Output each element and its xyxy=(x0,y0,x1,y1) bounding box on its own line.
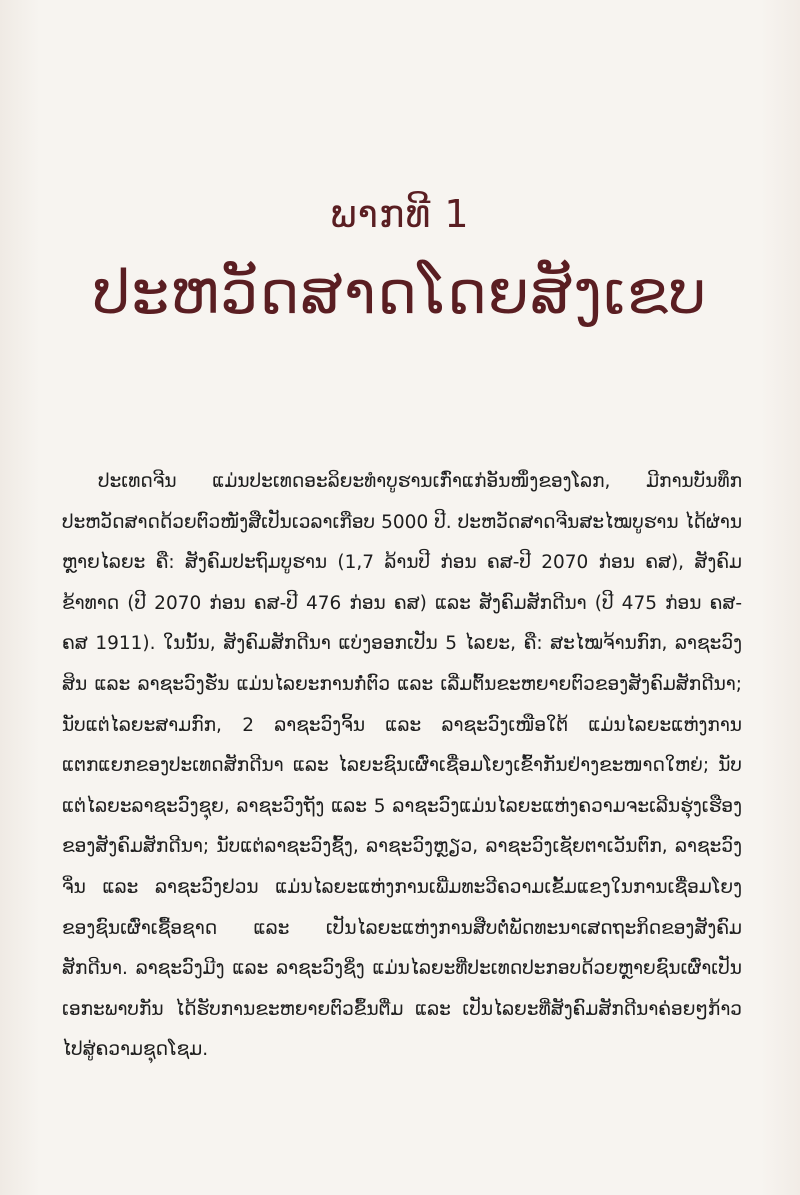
body-paragraph: ປະເທດຈີນ ແມ່ນປະເທດອະລິຍະທຳບູຮານເກົ່າແກ່ອັນໜຶ່ງຂອງໂລກ, ມີການບັນທຶກປະຫວັດສາດດ້ວຍຕົວໜັງສືເປັນເວລາເກືອບ 5000 ປີ. ປະຫວັດສາດຈີນສະໄໝບູຮານ ໄດ້ຜ່ານຫຼາຍໄລຍະ ຄື: ສັງຄົມປະຖົມບູຮານ (1,7 ລ້ານປີ ກ່ອນ ຄສ-ປີ 2070 ກ່ອນ ຄສ), ສັງຄົມຂ້າທາດ (ປີ 2070 ກ່ອນ ຄສ-ປີ 476 ກ່ອນ ຄສ) ແລະ ສັງຄົມສັກດີນາ (ປີ 475 ກ່ອນ ຄສ- ຄສ 1911). ໃນນັ້ນ, ສັງຄົມສັກດີນາ ແບ່ງອອກເປັນ 5 ໄລຍະ, ຄື: ສະໄໝຈ້ານກົກ, ລາຊະວົງສິນ ແລະ ລາຊະວົງຮັ່ນ ແມ່ນໄລຍະການກໍ່ຕົວ ແລະ ເລີ່ມຕົ້ນຂະຫຍາຍຕົວຂອງສັງຄົມສັກດີນາ; ນັບແຕ່ໄລຍະສາມກົກ, 2 ລາຊະວົງຈິ້ນ ແລະ ລາຊະວົງເໜືອໃຕ້ ແມ່ນໄລຍະແຫ່ງການແຕກແຍກຂອງປະເທດສັກດີນາ ແລະ ໄລຍະຊົນເຜົ່າເຊື່ອມໂຍງເຂົ້າກັນຢ່າງຂະໜາດໃຫຍ່; ນັບແຕ່ໄລຍະລາຊະວົງຊຸຍ, ລາຊະວົງຖັງ ແລະ 5 ລາຊະວົງແມ່ນໄລຍະແຫ່ງຄວາມຈະເລີນຮຸ່ງເຮືອງຂອງສັງຄົມສັກດີນາ; ນັບແຕ່ລາຊະວົງຊົ້ງ, ລາຊະວົງຫຼຽວ, ລາຊະວົງເຊັຍຕາເວັນຕົກ, ລາຊະວົງຈິ່ນ ແລະ ລາຊະວົງຢວນ ແມ່ນໄລຍະແຫ່ງການເພີ່ມທະວີຄວາມເຂັ້ມແຂງໃນການເຊື່ອມໂຍງຂອງຊົນເຜົ່າເຊື້ອຊາດ ແລະ ເປັນໄລຍະແຫ່ງການສືບຕໍ່ພັດທະນາເສດຖະກິດຂອງສັງຄົມສັກດີນາ. ລາຊະວົງມີງ ແລະ ລາຊະວົງຊິ່ງ ແມ່ນໄລຍະທີ່ປະເທດປະກອບດ້ວຍຫຼາຍຊົນເຜົ່າເປັນເອກະພາບກັນ ໄດ້ຮັບການຂະຫຍາຍຕົວຂຶ້ນຕື່ມ ແລະ ເປັນໄລຍະທີ່ສັງຄົມສັກດີນາຄ່ອຍໆກ້າວໄປສູ່ຄວາມຊຸດໂຊມ. xyxy=(62,471,742,1061)
chapter-title: ປະຫວັດສາດໂດຍສັງເຂບ xyxy=(92,258,708,328)
part-label: ພາກທີ 1 xyxy=(330,192,470,236)
